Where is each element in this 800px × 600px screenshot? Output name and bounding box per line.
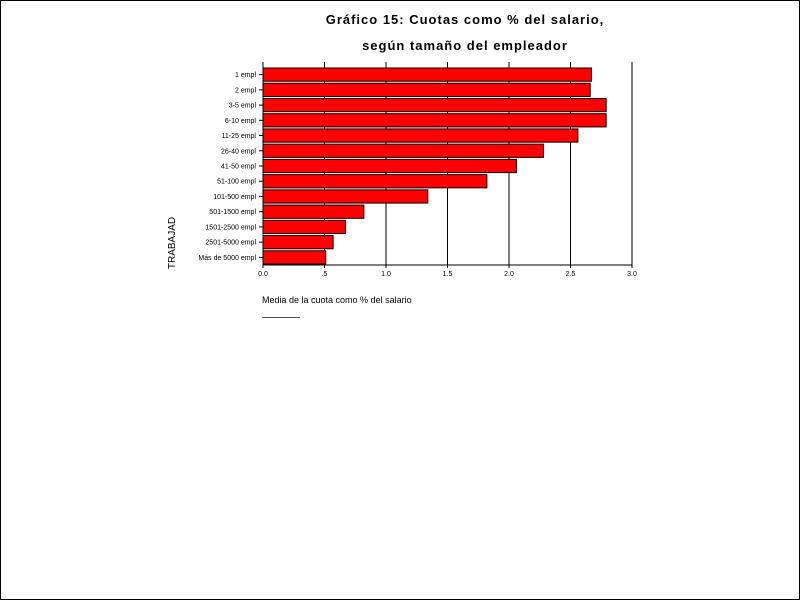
chart-title-line-2: según tamaño del empleador xyxy=(362,38,568,53)
category-label: 1501-2500 empl xyxy=(205,224,256,232)
footnote-line xyxy=(262,317,300,318)
bar xyxy=(263,205,364,218)
category-label: 101-500 empl xyxy=(213,193,256,201)
category-label: 6-10 empl xyxy=(224,117,256,125)
category-label: 501-1500 empl xyxy=(209,209,256,217)
bar xyxy=(263,114,606,127)
category-label: 41-50 empl xyxy=(220,163,256,171)
x-tick-label: 2.5 xyxy=(565,271,576,278)
category-label: 11-25 empl xyxy=(221,133,256,141)
x-tick-label: 2.0 xyxy=(504,271,514,278)
x-tick-label: 1.5 xyxy=(442,271,453,278)
category-label: 51-100 empl xyxy=(217,178,256,186)
bar xyxy=(263,251,326,264)
category-label: 2501-5000 empl xyxy=(205,239,256,247)
category-label: 26-40 empl xyxy=(220,148,256,156)
bar xyxy=(263,83,590,96)
bar xyxy=(263,175,487,188)
bar xyxy=(263,68,591,81)
category-label: 1 empl xyxy=(234,72,256,80)
x-tick-label: .5 xyxy=(321,271,328,278)
chart-title-line-1: Gráfico 15: Cuotas como % del salario, xyxy=(325,12,605,27)
y-axis-title: TRABAJAD xyxy=(167,216,178,270)
bar xyxy=(263,236,333,249)
category-label: Más de 5000 empl xyxy=(198,254,256,262)
bar xyxy=(263,190,428,203)
bar-layer xyxy=(263,68,606,264)
x-tick-label: 0.0 xyxy=(258,271,268,278)
category-label: 2 empl xyxy=(234,87,256,95)
x-axis-title: Media de la cuota como % del salario xyxy=(262,295,412,305)
bar xyxy=(263,144,543,157)
bar xyxy=(263,159,516,172)
x-tick-label: 1.0 xyxy=(381,271,391,278)
bar xyxy=(263,129,578,142)
category-label: 3-5 empl xyxy=(228,102,256,110)
x-tick-label: 3.0 xyxy=(627,271,637,278)
bar xyxy=(263,220,345,233)
bar xyxy=(263,98,606,111)
